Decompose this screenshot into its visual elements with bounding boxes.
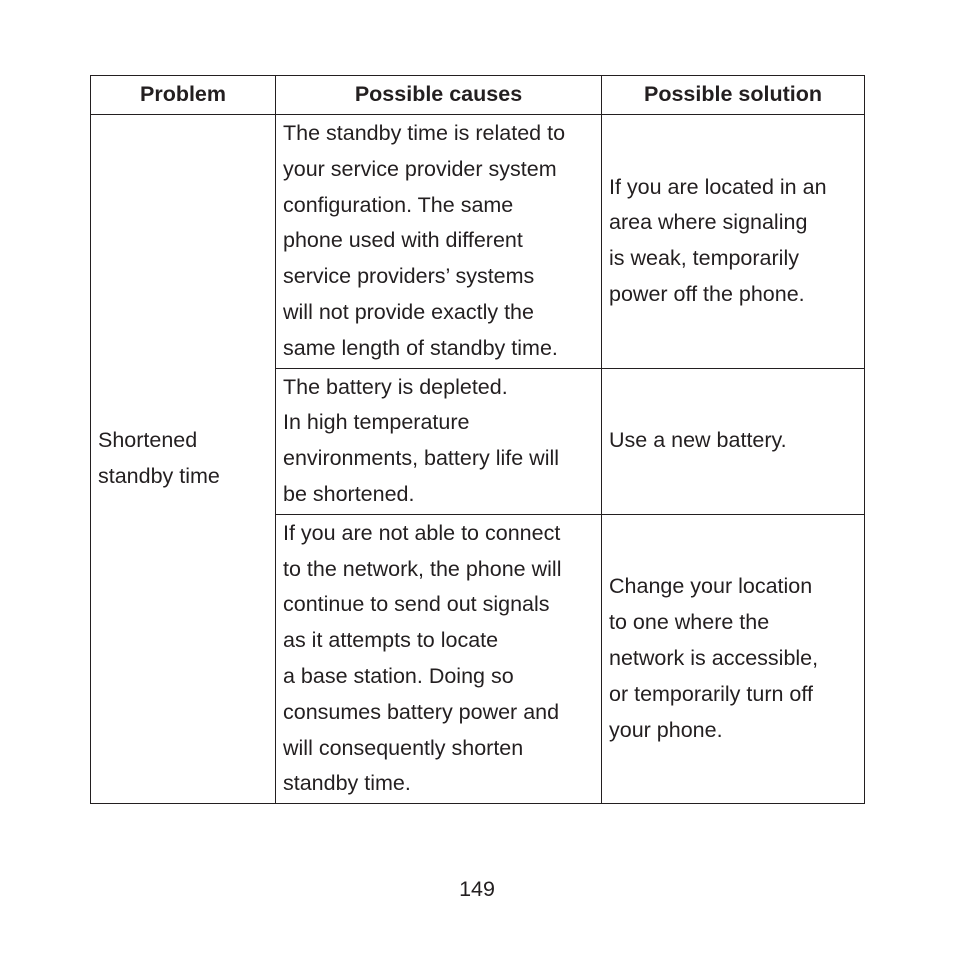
solution-line: power off the phone. — [609, 282, 805, 307]
cause-cell — [276, 514, 602, 803]
problem-line: standby time — [98, 464, 220, 489]
cause-line: environments, battery life will — [283, 446, 560, 471]
problem-line: Shortened — [98, 428, 198, 453]
cause-line: The standby time is related to — [283, 121, 566, 145]
cause-line: configuration. The same — [283, 192, 514, 217]
cause-line: consumes battery power and — [283, 699, 560, 724]
header-possible-causes: Possible causes — [276, 76, 602, 115]
solution-cell — [602, 368, 865, 514]
cause-line: same length of standby time. — [283, 335, 558, 360]
cause-line: If you are not able to connect — [283, 520, 561, 545]
cause-line: In high temperature — [283, 410, 470, 435]
header-possible-solution: Possible solution — [602, 76, 865, 115]
header-problem: Problem — [91, 76, 276, 115]
solution-line: If you are located in an — [609, 174, 827, 199]
cause-line: your service provider system — [283, 156, 557, 181]
solution-line: Change your location — [609, 574, 813, 599]
cause-line: be shortened. — [283, 481, 415, 506]
solution-line: is weak, temporarily — [609, 246, 799, 271]
cause-line: as it attempts to locate — [283, 628, 499, 653]
cause-cell — [276, 115, 602, 369]
solution-cell — [602, 514, 865, 803]
solution-line: network is accessible, — [609, 646, 819, 671]
cause-line: a base station. Doing so — [283, 663, 514, 688]
cause-line: The battery is depleted. — [283, 374, 508, 399]
solution-line: area where signaling — [609, 210, 808, 235]
solution-cell — [602, 115, 865, 369]
cause-line: to the network, the phone will — [283, 556, 562, 581]
solution-line: your phone. — [609, 717, 723, 742]
solution-line: or temporarily turn off — [609, 681, 813, 706]
table-row — [91, 115, 865, 369]
cause-line: will not provide exactly the — [283, 299, 534, 324]
page-number: 149 — [459, 877, 495, 901]
solution-line: to one where the — [609, 610, 770, 635]
cause-line: continue to send out signals — [283, 592, 550, 617]
cause-line: service providers’ systems — [283, 264, 535, 289]
cause-line: phone used with different — [283, 228, 523, 253]
cause-cell — [276, 368, 602, 514]
problem-cell — [91, 115, 276, 804]
table-header-row — [91, 76, 865, 115]
troubleshooting-table — [90, 75, 865, 804]
solution-line: Use a new battery. — [609, 428, 787, 453]
cause-line: will consequently shorten — [283, 735, 524, 760]
cause-line: standby time. — [283, 771, 411, 796]
